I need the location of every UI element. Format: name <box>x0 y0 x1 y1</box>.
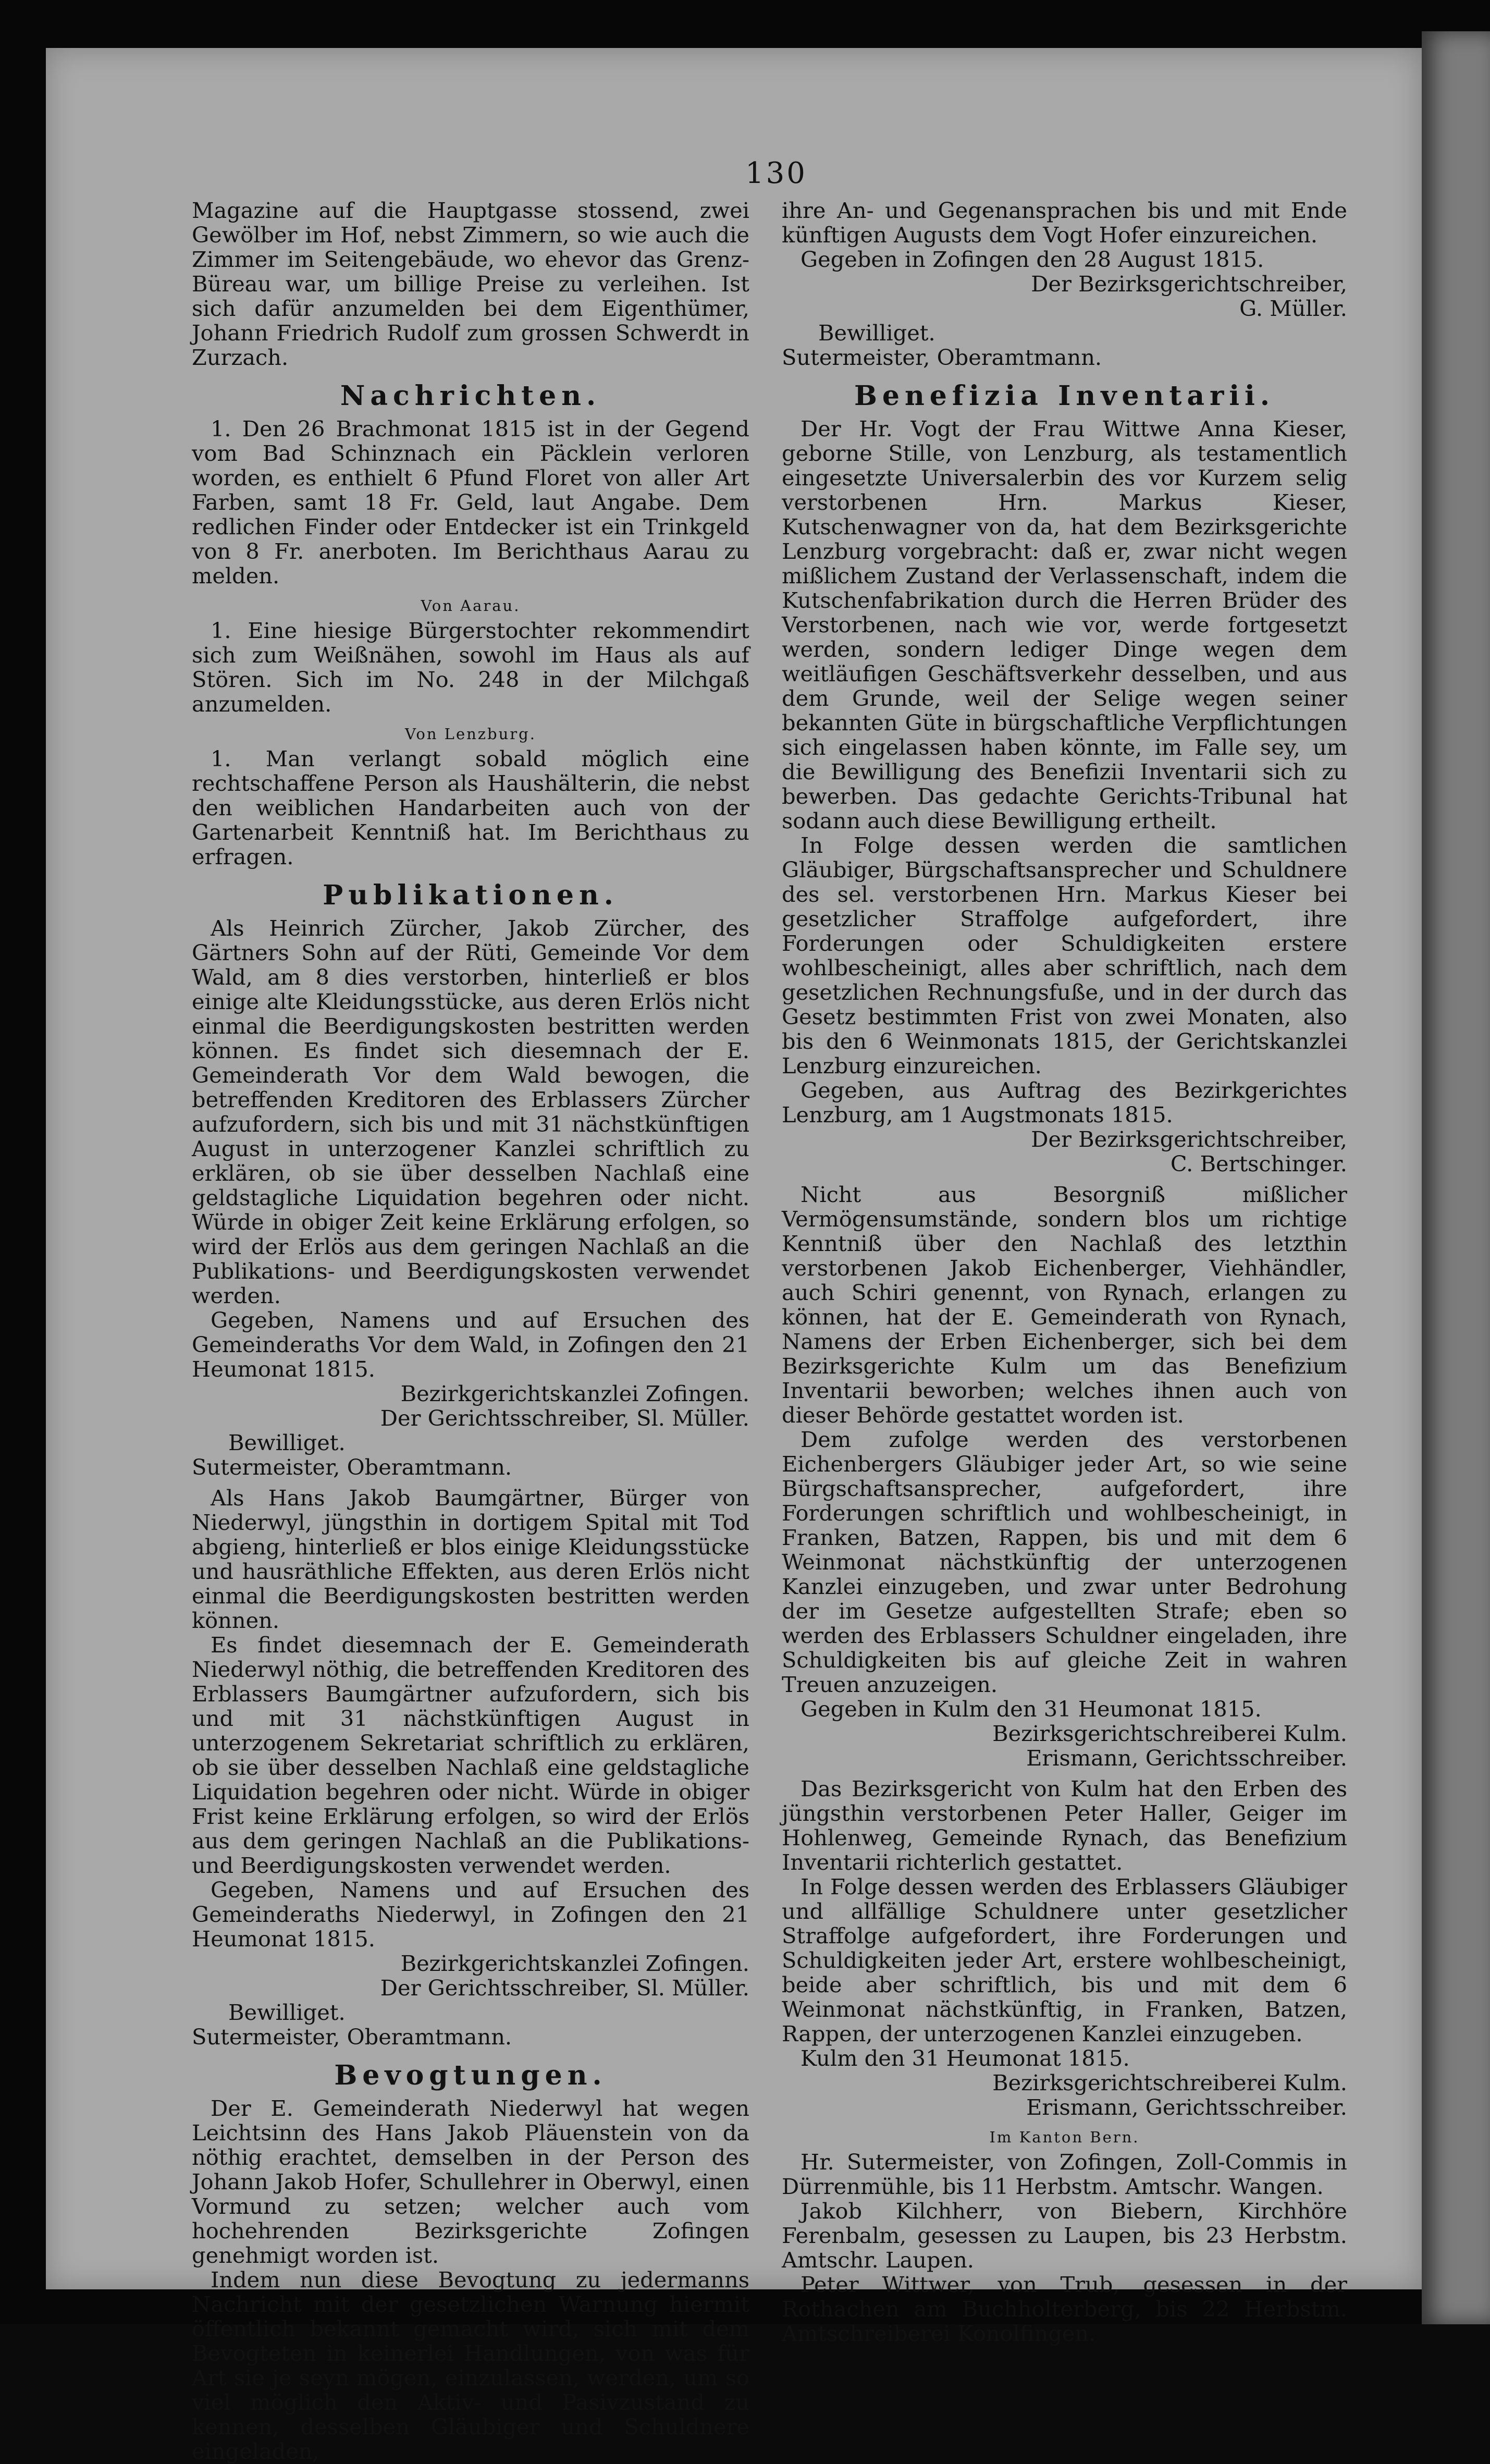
benefizium-4-signer-office: Bezirksgerichtschreiberei Kulm. <box>992 1721 1347 1746</box>
benefizium-2: In Folge dessen werden die samtlichen Gläubiger, Bürgschaftsansprecher und Schuldnere des sel. verstorbenen Hrn. Markus Kieser bei gesetzlicher Straffolge aufgefordert, ihre Forderungen oder Schuldigkeiten erstere wohlbescheinigt, alles aber schriftlich, nach dem gesetzlichen Rechnungsfuße, und in der durch das Gesetz bestimmten Frist von zwei Monaten, also bis den 6 Weinmonats 1815, der Gerichtskanzlei Lenzburg einzureichen. <box>782 832 1347 1078</box>
continuation-paragraph: ihre An- und Gegenansprachen bis und mit Ende künftigen Augusts dem Vogt Hofer einzureichen. <box>782 198 1347 248</box>
publikation-2-bewilliget: Bewilliget. <box>228 2000 346 2025</box>
publikation-1-dated: Gegeben, Namens und auf Ersuchen des Gemeinderaths Vor dem Wald, in Zofingen den 21 Heumonat 1815. <box>192 1307 749 1382</box>
bern-entry-2: Jakob Kilchherr, von Biebern, Kirchhöre Ferenbalm, gesessen zu Laupen, bis 23 Herbstm. Amtschr. Laupen. <box>782 2198 1347 2273</box>
publikation-2-oberamtmann: Sutermeister, Oberamtmann. <box>192 2024 512 2050</box>
continuation-bewilliget: Bewilliget. <box>818 320 935 346</box>
continuation-signer-name: G. Müller. <box>1239 296 1347 321</box>
benefizium-5: Das Bezirksgericht von Kulm hat den Erben des jüngsthin verstorbenen Peter Haller, Geiger im Hohlenweg, Gemeinde Rynach, das Benefizium Inventarii richterlich gestattet. <box>782 1776 1347 1875</box>
bern-entry-1: Hr. Sutermeister, von Zofingen, Zoll-Commis in Dürrenmühle, bis 11 Herbstm. Amtschr. Wangen. <box>782 2149 1347 2199</box>
intro-paragraph: Magazine auf die Hauptgasse stossend, zwei Gewölber im Hof, nebst Zimmern, so wie auch die Zimmer im Seitengebäude, wo ehevor das Grenz-Büreau war, um billige Preise zu verleihen. Ist sich dafür anzumelden bei dem Eigenthümer, Johann Friedrich Rudolf zum grossen Schwerdt in Zurzach. <box>192 198 749 370</box>
benefizium-6: In Folge dessen werden des Erblassers Gläubiger und allfällige Schuldnere unter gesetzlicher Straffolge aufgefordert, ihre Forderungen und Schuldigkeiten jeder Art, erstere wohlbescheinigt, beide aber schriftlich, bis und mit dem 6 Weinmonat nächstkünftig, in Franken, Batzen, Rappen, der unterzogenen Kanzlei einzugeben. <box>782 1874 1347 2046</box>
benefizium-2-signer-title: Der Bezirksgerichtschreiber, <box>1031 1126 1347 1152</box>
benefizium-4: Dem zufolge werden des verstorbenen Eichenbergers Gläubiger jeder Art, so wie seine Bürgschaftsansprecher, aufgefordert, ihre Forderungen schriftlich und wohlbescheinigt, in Franken, Batzen, Rappen, bis und mit dem 6 Weinmonat nächstkünftig der unterzogenen Kanzlei einzugeben, und zwar unter Bedrohung der im Gesetze aufgestellten Strafe; eben so werden des Erblassers Schuldner eingeladen, ihre Schuldigkeiten bis auf gleiche Zeit in wahren Treuen anzuzeigen. <box>782 1427 1347 1697</box>
benefizium-2-dated: Gegeben, aus Auftrag des Bezirkgerichtes Lenzburg, am 1 Augstmonats 1815. <box>782 1077 1347 1127</box>
subheading-von-aarau: Von Aarau. <box>421 597 521 615</box>
bern-entry-3: Peter Wittwer, von Trub, gesessen in der Rothachen am Buchholterberg, bis 22 Herbstm. Amtschreiberei Konolfingen. <box>782 2272 1347 2346</box>
publikation-1-kanzlei: Bezirkgerichtskanzlei Zofingen. <box>400 1381 749 1406</box>
lenzburg-1: 1. Man verlangt sobald möglich eine rechtschaffene Person als Haushälterin, die nebst den weiblichen Handarbeiten auch von der Gartenarbeit Kenntniß hat. Im Berichthaus zu erfragen. <box>192 746 749 869</box>
nachricht-1: 1. Den 26 Brachmonat 1815 ist in der Gegend vom Bad Schinznach ein Päcklein verloren worden, es enthielt 6 Pfund Floret von aller Art Farben, samt 18 Fr. Geld, laut Angabe. Dem redlichen Finder oder Entdecker ist ein Trinkgeld von 8 Fr. anerboten. Im Berichthaus Aarau zu melden. <box>192 416 749 589</box>
publikation-1-bewilliget: Bewilliget. <box>228 1430 346 1455</box>
subheading-von-lenzburg: Von Lenzburg. <box>405 725 536 743</box>
bevogtung-1: Der E. Gemeinderath Niederwyl hat wegen Leichtsinn des Hans Jakob Pläuenstein von da nöthig erachtet, demselben in der Person des Johann Jakob Hofer, Schullehrer in Oberwyl, einen Vormund zu setzen; welcher auch vom hochehrenden Bezirksgerichte Zofingen genehmigt worden ist. <box>192 2095 749 2268</box>
adjacent-page-edge <box>1422 31 1490 2324</box>
publikation-1-oberamtmann: Sutermeister, Oberamtmann. <box>192 1454 512 1480</box>
benefizium-6-signer-office: Bezirksgerichtschreiberei Kulm. <box>992 2070 1347 2095</box>
benefizium-3: Nicht aus Besorgniß mißlicher Vermögensumstände, sondern blos um richtige Kenntniß über den Nachlaß des letzthin verstorbenen Jakob Eichenberger, Viehhändler, auch Schiri genennt, von Rynach, erlangen zu können, hat der E. Gemeinderath von Rynach, Namens der Erben Eichenberger, sich bei dem Bezirksgerichte Kulm um das Benefizium Inventarii beworben; welches ihnen auch von dieser Behörde gestattet worden ist. <box>782 1182 1347 1428</box>
benefizium-6-signer-name: Erismann, Gerichtsschreiber. <box>1026 2094 1347 2120</box>
bevogtung-2: Indem nun diese Bevogtung zu jedermanns Nachricht mit der gesetzlichen Warnung hiermit öffentlich bekannt gemacht wird, sich mit dem Bevogteten in keinerlei Handlungen, von was für Art sie je seyn mögen, einzulassen, werden, um so viel möglich den Aktiv- und Pasivzustand zu kennen, desselben Gläubiger und Schuldnere eingeladen, <box>192 2267 749 2464</box>
page-number: 130 <box>745 156 807 190</box>
publikation-2-dated: Gegeben, Namens und auf Ersuchen des Gemeinderaths Niederwyl, in Zofingen den 21 Heumonat 1815. <box>192 1877 749 1952</box>
subheading-kanton-bern: Im Kanton Bern. <box>989 2128 1140 2146</box>
publikation-2b: Es findet diesemnach der E. Gemeinderath Niederwyl nöthig, die betreffenden Kreditoren des Erblassers Baumgärtner aufzufordern, sich bis und mit 31 nächstkünftigen August in unterzogenem Sekretariat schriftlich zu erklären, ob sie über desselben Nachlaß eine geldstagliche Liquidation begehren oder nicht. Würde in obiger Frist keine Erklärung erfolgen, so wird der Erlös aus dem geringen Nachlaß an die Publikations- und Beerdigungskosten verwendet werden. <box>192 1632 749 1878</box>
heading-benefizia-inventarii: Benefizia Inventarii. <box>854 380 1275 412</box>
publikation-1: Als Heinrich Zürcher, Jakob Zürcher, des Gärtners Sohn auf der Rüti, Gemeinde Vor dem Wald, am 8 dies verstorben, hinterließ er blos einige alte Kleidungsstücke, aus deren Erlös nicht einmal die Beerdigungskosten bestritten werden können. Es findet sich diesemnach der E. Gemeinderath Vor dem Wald bewogen, die betreffenden Kreditoren des Erblassers Zürcher aufzufordern, sich bis und mit 31 nächstkünftigen August in unterzogener Kanzlei schriftlich zu erklären, ob sie über desselben Nachlaß eine geldstagliche Liquidation begehren oder nicht. Würde in obiger Zeit keine Erklärung erfolgen, so wird der Erlös aus dem geringen Nachlaß an die Publikations- und Beerdigungskosten verwendet werden. <box>192 915 749 1308</box>
heading-publikationen: Publikationen. <box>323 879 619 911</box>
publikation-2-kanzlei: Bezirkgerichtskanzlei Zofingen. <box>400 1951 749 1976</box>
right-column <box>782 198 1347 2346</box>
continuation-dated: Gegeben in Zofingen den 28 August 1815. <box>801 247 1264 272</box>
continuation-signer-title: Der Bezirksgerichtschreiber, <box>1031 271 1347 297</box>
publikation-1-signer: Der Gerichtsschreiber, Sl. Müller. <box>380 1405 749 1431</box>
heading-bevogtungen: Bevogtungen. <box>334 2060 607 2091</box>
benefizium-4-dated: Gegeben in Kulm den 31 Heumonat 1815. <box>801 1696 1262 1722</box>
left-column <box>192 198 749 2463</box>
aarau-1: 1. Eine hiesige Bürgerstochter rekommendirt sich zum Weißnähen, sowohl im Haus als auf Stören. Sich im No. 248 in der Milchgaß anzumelden. <box>192 618 749 717</box>
benefizium-1: Der Hr. Vogt der Frau Wittwe Anna Kieser, geborne Stille, von Lenzburg, als testamentlich eingesetzte Universalerbin des vor Kurzem selig verstorbenen Hrn. Markus Kieser, Kutschenwagner von da, hat dem Bezirksgerichte Lenzburg vorgebracht: daß er, zwar nicht wegen mißlichem Zustand der Verlassenschaft, indem die Kutschenfabrikation durch die Herren Brüder des Verstorbenen, nach wie vor, werde fortgesetzt werden, sondern lediger Dinge wegen dem weitläufigen Geschäftsverkehr desselben, und aus dem Grunde, weil der Selige wegen seiner bekannten Güte in bürgschaftliche Verpflichtungen sich eingelassen haben könnte, im Falle sey, um die Bewilligung des Benefizii Inventarii sich zu bewerben. Das gedachte Gerichts-Tribunal hat sodann auch diese Bewilligung ertheilt. <box>782 416 1347 833</box>
heading-nachrichten: Nachrichten. <box>340 380 601 412</box>
benefizium-2-signer-name: C. Bertschinger. <box>1170 1151 1347 1176</box>
benefizium-4-signer-name: Erismann, Gerichtsschreiber. <box>1026 1745 1347 1771</box>
continuation-oberamtmann: Sutermeister, Oberamtmann. <box>782 345 1102 370</box>
publikation-2-signer: Der Gerichtsschreiber, Sl. Müller. <box>380 1975 749 2001</box>
publikation-2: Als Hans Jakob Baumgärtner, Bürger von Niederwyl, jüngsthin in dortigem Spital mit Tod abgieng, hinterließ er blos einige Kleidungsstücke und hausräthliche Effekten, aus deren Erlös nicht einmal die Beerdigungskosten bestritten werden können. <box>192 1485 749 1633</box>
benefizium-6-dated: Kulm den 31 Heumonat 1815. <box>801 2045 1130 2071</box>
